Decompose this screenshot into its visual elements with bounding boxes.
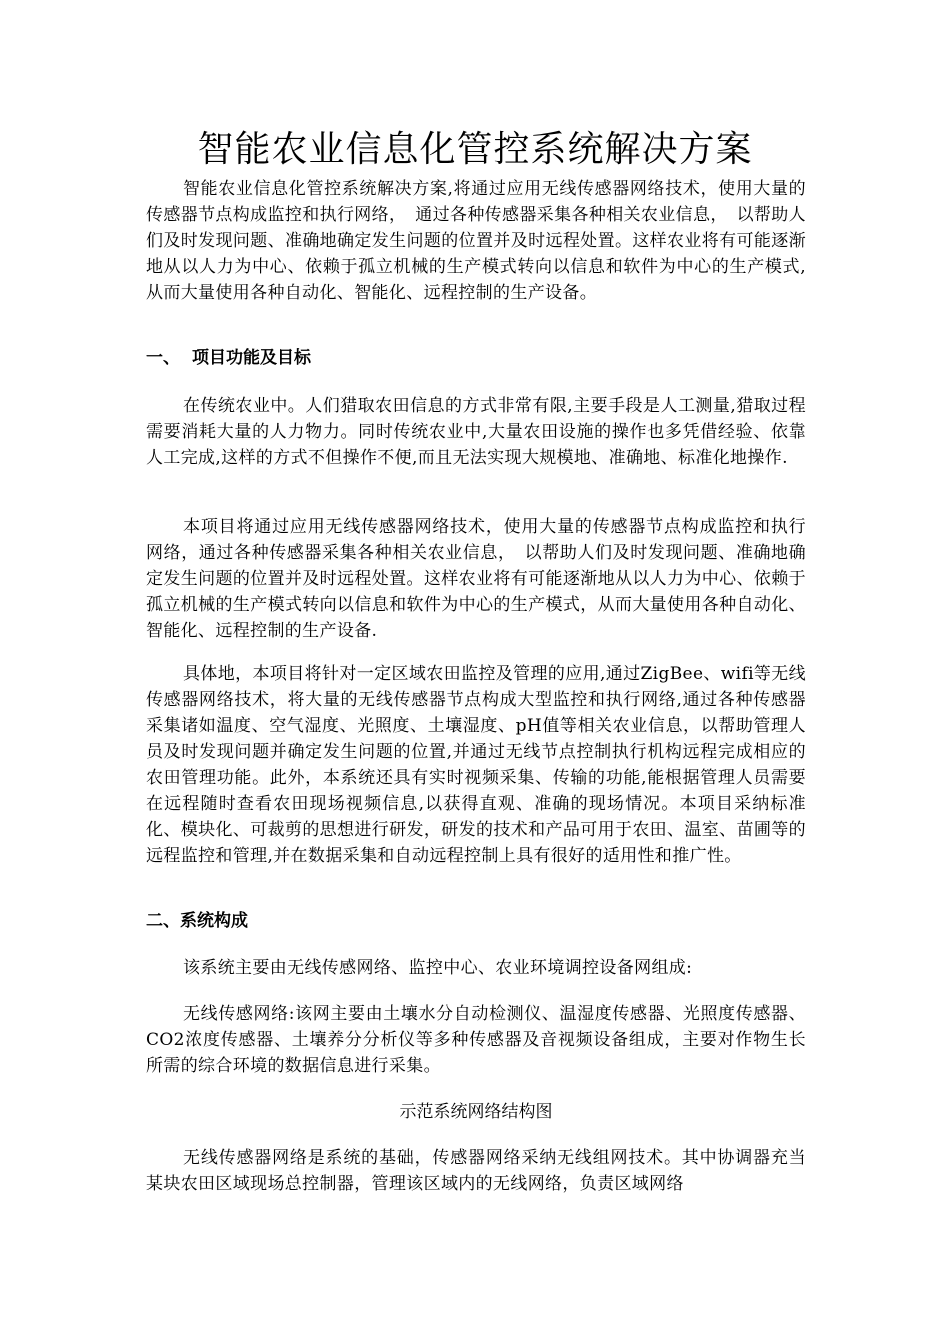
document-title: 智能农业信息化管控系统解决方案	[197, 129, 753, 170]
section-2-paragraph-1: 该系统主要由无线传感网络、监控中心、农业环境调控设备网组成:	[183, 958, 693, 978]
section-1-title: 项目功能及目标	[192, 348, 311, 368]
section-2-paragraph-3: 无线传感器网络是系统的基础，传感器网络采纳无线组网技术。其中协调器充当某块农田区域现场总控制器，管理该区域内的无线网络，负责区域网络	[146, 1148, 806, 1194]
section-1-paragraph-1: 在传统农业中。人们猎取农田信息的方式非常有限,主要手段是人工测量,猎取过程需要消耗大量的人力物力。同时传统农业中,大量农田设施的操作也多凭借经验、依靠人工完成,这样的方式不但操作不便,而且无法实现大规模地、准确地、标准化地操作.	[146, 396, 806, 468]
section-1-number: 一、	[146, 348, 180, 368]
section-2-paragraph-2: 无线传感网络:该网主要由土壤水分自动检测仪、温湿度传感器、光照度传感器、CO2浓度传感器、土壤养分分析仪等多种传感器及音视频设备组成，主要对作物生长所需的综合环境的数据信息进行采集。	[146, 1004, 806, 1076]
section-1-paragraph-3: 具体地，本项目将针对一定区域农田监控及管理的应用,通过ZigBee、wifi等无线传感器网络技术，将大量的无线传感器节点构成大型监控和执行网络,通过各种传感器采集诸如温度、空气湿度、光照度、土壤湿度、pH值等相关农业信息，以帮助管理人员及时发现问题并确定发生问题的位置,并通过无线节点控制执行机构远程完成相应的农田管理功能。此外，本系统还具有实时视频采集、传输的功能,能根据管理人员需要在远程随时查看农田现场视频信息,以获得直观、准确的现场情况。本项目采纳标准化、模块化、可裁剪的思想进行研发，研发的技术和产品可用于农田、温室、苗圃等的远程监控和管理,并在数据采集和自动远程控制上具有很好的适用性和推广性。	[146, 664, 806, 866]
section-1-heading	[146, 345, 806, 371]
section-1-paragraph-2: 本项目将通过应用无线传感器网络技术，使用大量的传感器节点构成监控和执行网络，通过各种传感器采集各种相关农业信息， 以帮助人们及时发现问题、准确地确定发生问题的位置并及时远程处置。这样农业将有可能逐渐地从以人力为中心、依赖于孤立机械的生产模式转向以信息和软件为中心的生产模式，从而大量使用各种自动化、智能化、远程控制的生产设备.	[146, 517, 806, 641]
figure-caption: 示范系统网络结构图	[399, 1102, 553, 1122]
section-2-heading: 二、系统构成	[146, 911, 248, 931]
intro-paragraph: 智能农业信息化管控系统解决方案,将通过应用无线传感器网络技术，使用大量的传感器节点构成监控和执行网络， 通过各种传感器采集各种相关农业信息， 以帮助人们及时发现问题、准确地确定发生问题的位置并及时远程处置。这样农业将有可能逐渐地从以人力为中心、依赖于孤立机械的生产模式转向以信息和软件为中心的生产模式,从而大量使用各种自动化、智能化、远程控制的生产设备。	[146, 179, 806, 303]
